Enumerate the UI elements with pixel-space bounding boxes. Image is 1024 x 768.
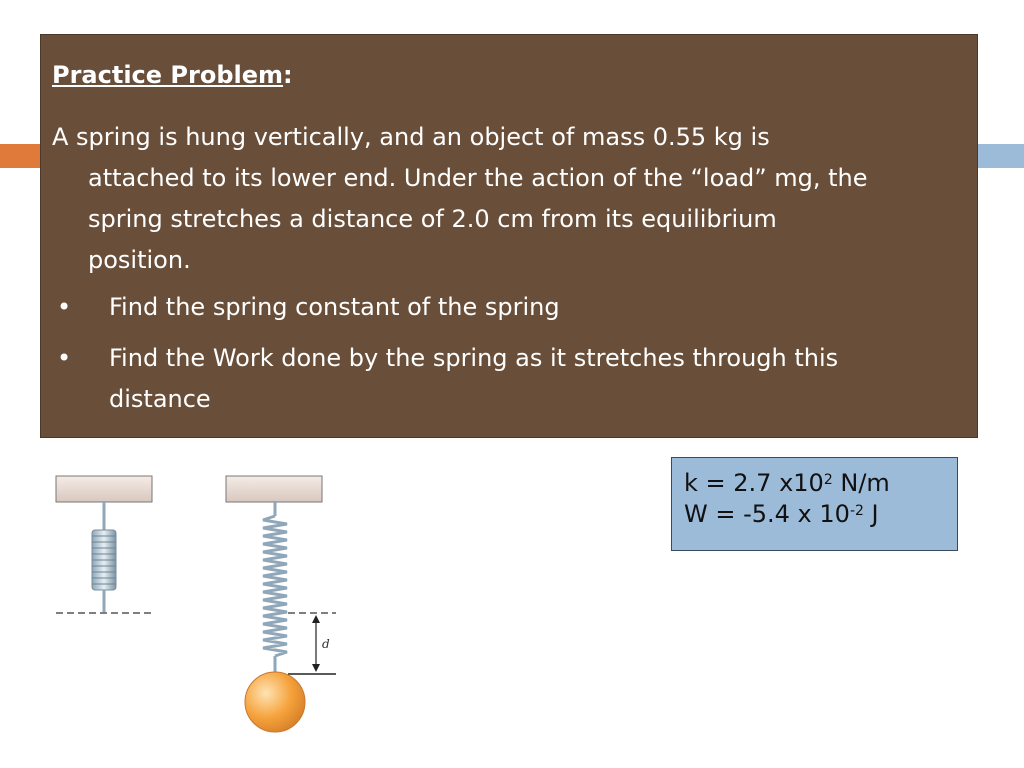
problem-line-2: attached to its lower end. Under the action of the “load” mg, the	[88, 164, 868, 192]
answer-k	[684, 468, 957, 499]
bullet-marker-2: •	[57, 344, 72, 372]
stretched-coil	[263, 516, 287, 656]
bullet-marker-1: •	[57, 293, 72, 321]
answer-w-exponent: -2	[849, 503, 864, 519]
problem-box	[40, 34, 978, 438]
unstretched-spring	[56, 476, 152, 613]
bullet-item-2-line-2: distance	[109, 385, 211, 413]
bullet-item-2	[109, 338, 949, 420]
problem-statement	[52, 117, 972, 281]
right-ceiling	[226, 476, 322, 502]
answer-k-exponent: 2	[823, 472, 833, 488]
accent-bar-right	[976, 144, 1024, 168]
hanging-mass	[245, 672, 305, 732]
answer-w	[684, 499, 957, 530]
problem-heading-text: Practice Problem	[52, 61, 284, 89]
answer-box	[671, 457, 958, 551]
problem-heading-colon: :	[283, 61, 293, 89]
answer-k-unit: N/m	[832, 469, 890, 497]
answer-w-prefix: W = -5.4 x 10	[684, 500, 850, 528]
problem-line-3: spring stretches a distance of 2.0 cm from its equilibrium	[88, 205, 777, 233]
spring-diagram	[52, 472, 352, 742]
bullet-item-2-line-1: Find the Work done by the spring as it stretches through this	[109, 344, 839, 372]
d-label: d	[322, 637, 330, 651]
stretched-spring	[226, 476, 336, 732]
answer-w-unit: J	[863, 500, 879, 528]
left-ceiling	[56, 476, 152, 502]
bullet-item-1: Find the spring constant of the spring	[109, 293, 560, 321]
answer-k-prefix: k = 2.7 x10	[684, 469, 824, 497]
problem-line-4: position.	[88, 246, 191, 274]
accent-bar-left	[0, 144, 42, 168]
problem-heading	[52, 61, 293, 89]
problem-line-1: A spring is hung vertically, and an object of mass 0.55 kg is	[52, 123, 770, 151]
